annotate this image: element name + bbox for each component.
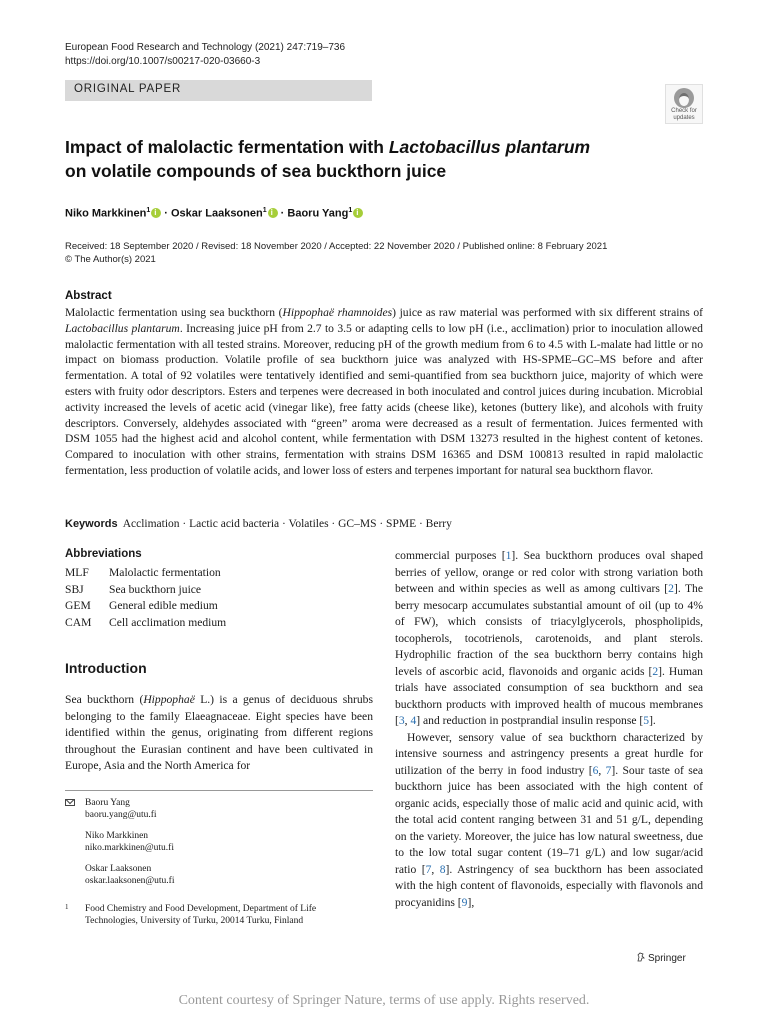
copyright-line: © The Author(s) 2021 [65,254,156,265]
contact-email[interactable]: niko.markkinen@utu.fi [85,842,174,853]
intro-seg: ]. Human trials have associated consumption of sea buckthorn and sea buckthorn products with improved health of mucous membranes [ [395,664,703,727]
affiliation-text: Food Chemistry and Food Development, Department of Life Technologies, University of Turku, 20014 Turku, Finland [85,904,317,926]
abstract-heading: Abstract [65,290,112,302]
orcid-icon[interactable] [268,208,278,218]
article-type-banner [65,80,372,101]
intro-paragraph [395,730,703,912]
abstract-seg: ) juice as raw material was performed with six different strains of [392,306,703,319]
publisher-name: Springer [648,953,686,964]
abbreviations-list [65,565,226,631]
affiliation-mark: 1 [348,207,353,214]
author-name[interactable]: Baoru Yang [287,207,349,220]
affiliation-number: 1 [65,903,69,911]
abbreviation-value: Cell acclimation medium [109,615,227,629]
intro-paragraph [395,548,703,730]
abstract-seg: Malolactic fermentation using sea buckthorn ( [65,306,283,319]
courtesy-notice: Content courtesy of Springer Nature, terms of use apply. Rights reserved. [178,993,590,1008]
abstract-seg: . Increasing juice pH from 2.7 to 3.5 or adapting cells to low pH (i.e., acclimation) prior to inoculation allowed malolactic fermentation with all tested strains. Moreover, reducing pH of the growth medium from 6 to 4.5 with L-malate had little or no impact on biomass production. Volatile profile of sea buckthorn juice was analyzed with HS-SPME–GC–MS before and after fermentation. A total of 92 volatiles were tentatively identified and semi-quantified from sea buckthorn juice, majority of which were esters with fruity odor descriptors. Esters and terpenes were decreased in both inoculated and control juices during incubation. Microbial activity increased the levels of acetic acid (vinegar like), free fatty acids (cheese like), ketones (buttery like), and alcohols with fruity descriptors. Conversely, aldehydes associated with “green” aroma were decreased as a result of fermentation. Juices fermented with DSM 1055 had the highest acid and alcohol content, while fermentation with DSM 13273 resulted in the highest content of ketones. Compared to inoculation with other strains, fermentation with strains DSM 16365 and DSM 100813 resulted in rapid malolactic fermentation, less production of volatile acids, and lower loss of esters and terpenes important for natural sea buckthorn flavor. [65,321,703,477]
title-part-1: Impact of malolactic fermentation with [65,137,389,157]
contact-name: Oskar Laaksonen [85,864,152,874]
author-name[interactable]: Oskar Laaksonen [171,207,263,220]
author-separator: · [277,207,288,220]
crossmark-icon [674,88,694,108]
abbreviation-key: MLF [65,566,89,579]
citation-link[interactable]: 9 [461,895,468,909]
abbreviation-value: Sea buckthorn juice [109,582,202,596]
citation-link[interactable]: 4 [410,714,417,727]
springer-horse-icon [636,952,645,962]
affiliation [65,904,365,927]
abbreviation-value: Malolactic fermentation [109,566,221,579]
crossmark-text-2: updates [673,115,695,121]
abstract-text [65,305,703,479]
contact-name: Baoru Yang [85,798,130,808]
intro-seg: ] and reduction in postprandial insulin response [ [416,714,644,727]
intro-seg: commercial purposes [ [395,549,506,562]
citation-link[interactable]: 6 [592,763,599,777]
abstract-italic: Hippophaë rhamnoides [282,306,393,319]
author-name[interactable]: Niko Markkinen [65,207,147,220]
citation-link[interactable]: 7 [425,862,432,876]
crossmark-text-1: Check for [671,108,697,114]
author-list [65,203,363,222]
contact-entry [65,864,174,887]
abbreviation-row [65,615,226,632]
author-separator: · [161,207,171,220]
citation-link[interactable]: 1 [505,549,512,562]
doi-link[interactable]: https://doi.org/10.1007/s00217-020-03660-3 [65,56,261,67]
citation-sep: , [431,862,440,876]
citation-sep: , [404,714,411,727]
abbreviation-row [65,582,226,599]
keywords-text: Acclimation · Lactic acid bacteria · Volatiles · GC–MS · SPME · Berry [122,518,452,530]
citation-link[interactable]: 7 [605,763,612,777]
citation-link[interactable]: 8 [439,862,446,876]
citation-link[interactable]: 2 [652,664,659,678]
publisher-logo [636,952,686,964]
intro-seg: L.) is a genus of deciduous shrubs belonging to the family Elaeagnaceae. Eight species have been identified within the genus, originating from different regions throughout the Eurasian continent and have been cultivated in Europe, Asia and the North America for [65,693,373,772]
abstract-italic: Lactobacillus plantarum [65,321,180,335]
publication-dates [65,240,607,266]
abbreviation-key: GEM [65,599,91,612]
intro-seg: ]. Sour taste of sea buckthorn juice has been associated with the high content of organic acids, especially those of malic acid and quinic acid, with the total acid content ranging between 31 and 51 g/L, depending on the variety. Moreover, the juice has low natural sweetness, due to the low total sugar content (19–71 g/L) and low sugar/acid ratio [ [395,763,704,876]
citation-link[interactable]: 3 [398,714,405,727]
footnote-divider [65,790,373,791]
envelope-icon [65,799,75,806]
keywords-label: Keywords [65,518,118,530]
title-part-2: on volatile compounds of sea buckthorn juice [65,161,447,181]
introduction-right-column [395,548,703,911]
abbreviation-row [65,565,226,582]
abbreviation-value: General edible medium [109,599,218,612]
article-title [65,135,665,183]
intro-seg: ], [467,895,475,909]
citation-sep: , [598,763,606,777]
citation-link[interactable]: 2 [668,582,674,595]
keywords [65,516,452,532]
contact-name: Niko Markkinen [85,831,149,841]
contact-list [65,798,174,897]
contact-entry [65,831,174,854]
abbreviation-row [65,598,226,615]
abbreviation-key: CAM [65,615,92,629]
article-type-label: ORIGINAL PAPER [74,83,182,95]
orcid-icon[interactable] [353,208,363,218]
introduction-left-column [65,692,373,775]
contact-email[interactable]: baoru.yang@utu.fi [85,809,157,820]
affiliation-mark: 1 [262,207,267,214]
check-for-updates-badge[interactable] [665,84,703,124]
intro-italic: Hippophaë [143,693,195,706]
citation-link[interactable]: 5 [643,714,650,727]
abbreviations-heading: Abbreviations [65,548,142,560]
intro-seg: However, sensory value of sea buckthorn characterized by intensive sourness and astringency presents a great hurdle for utilization of the berry in food industry [ [395,730,703,777]
journal-volume-line: European Food Research and Technology (2021) 247:719–736 [65,42,346,53]
journal-citation [65,41,345,69]
corresponding-author [65,798,174,821]
intro-seg: ]. Sea buckthorn produces oval shaped berries of yellow, orange or red color with strong variation both between and within species as well as among cultivars [ [395,549,703,595]
title-species: Lactobacillus plantarum [388,137,591,157]
intro-seg: Sea buckthorn ( [65,693,144,706]
intro-seg: ]. [649,714,656,727]
affiliation-mark: 1 [146,207,151,214]
abbreviation-key: SBJ [65,582,84,596]
intro-seg: ]. Astringency of sea buckthorn has been associated with the high content of flavonoids, especially with flavonols and procyanidins [ [395,862,703,909]
introduction-heading: Introduction [65,660,147,676]
contact-email[interactable]: oskar.laaksonen@utu.fi [85,875,175,886]
orcid-icon[interactable] [151,208,161,218]
intro-seg: ]. The berry mesocarp accumulates substantial amount of oil (up to 4% of FW), which consists of triacylglycerols, phospholipids, tocopherols, tocotrienols, carotenoids, and plant sterols. Hydrophilic fraction of the sea buckthorn berry contains high levels of ascorbic acid, flavonoids and organic acids [ [395,582,703,678]
history-dates: Received: 18 September 2020 / Revised: 18 November 2020 / Accepted: 22 November 2020 / Published online: 8 February 2021 [65,241,608,252]
